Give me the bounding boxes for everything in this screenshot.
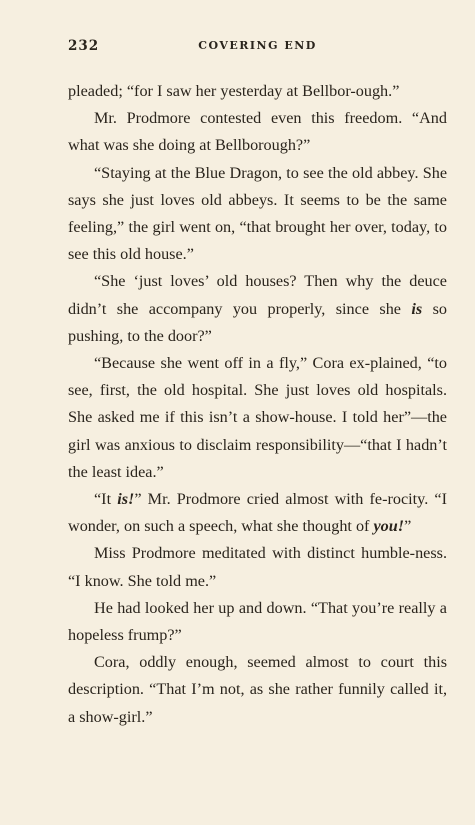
paragraph-text: Mr. Prodmore contested even this freedom. “And what was she doing at Bellborough?”	[68, 109, 447, 155]
paragraph-text: “It	[94, 490, 118, 509]
emphasized-text: is!	[117, 490, 135, 509]
paragraph	[68, 595, 447, 649]
paragraph-text: “Staying at the Blue Dragon, to see the old abbey. She says she just loves old abbeys. It seems to be the same feeling,” the girl went on, “that brought her over, today, to see this old house.”	[68, 163, 447, 264]
running-title: COVERING END	[198, 39, 317, 52]
paragraph	[68, 268, 447, 350]
paragraph	[68, 105, 447, 159]
emphasized-text: is	[411, 299, 423, 318]
page-number: 232	[68, 38, 100, 54]
paragraph	[68, 486, 447, 540]
paragraph	[68, 540, 447, 594]
page-body-text	[68, 78, 447, 731]
paragraph-text: so pushing, to the door?”	[68, 299, 447, 345]
emphasized-text: you!	[373, 517, 405, 536]
paragraph-text: “Because she went off in a fly,” Cora ex-plained, “to see, first, the old hospital. She just loves old hospitals. She asked me if this isn’t a show-house. I told her”—the girl was anxious to disclaim responsibility—“that I hadn’t the least idea.”	[68, 354, 447, 481]
paragraph	[68, 350, 447, 486]
paragraph	[68, 649, 447, 731]
paragraph-text: ” Mr. Prodmore cried almost with fe-rocity. “I wonder, on such a speech, what she thought of	[68, 490, 447, 536]
paragraph-text: He had looked her up and down. “That you’re really a hopeless frump?”	[68, 598, 447, 645]
paragraph	[68, 160, 447, 269]
paragraph-text: Miss Prodmore meditated with distinct humble-ness. “I know. She told me.”	[68, 544, 447, 590]
paragraph-text: pleaded; “for I saw her yesterday at Bellbor-ough.”	[68, 82, 400, 100]
paragraph-text: Cora, oddly enough, seemed almost to court this description. “That I’m not, as she rather funnily called it, a show-girl.”	[68, 653, 447, 726]
paragraph-text: ”	[404, 517, 412, 536]
page-header	[68, 38, 447, 60]
paragraph-text: “She ‘just loves’ old houses? Then why the deuce didn’t she accompany you properly, since she	[68, 272, 447, 318]
paragraph	[68, 78, 447, 105]
